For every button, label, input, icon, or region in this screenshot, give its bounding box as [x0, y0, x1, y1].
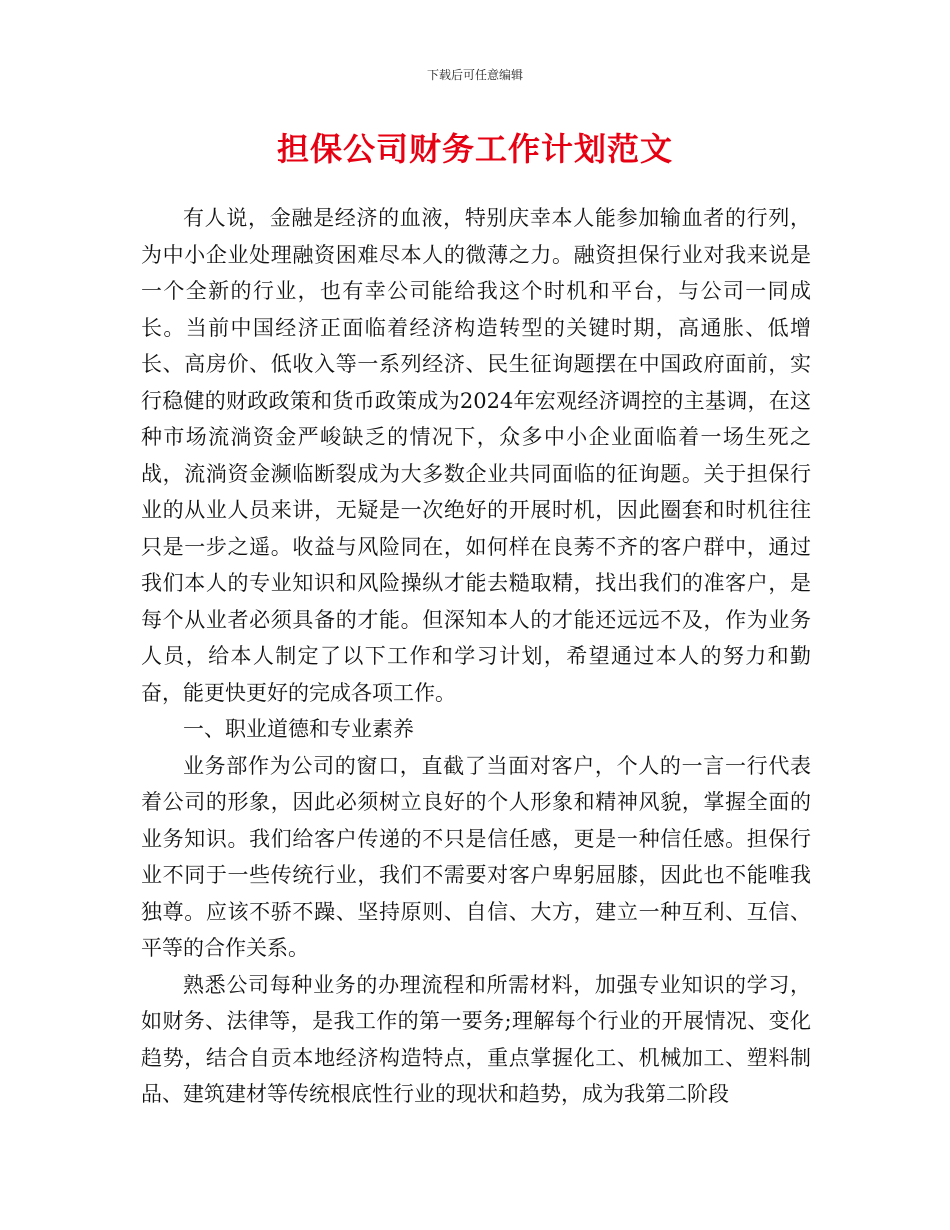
- document-title: 担保公司财务工作计划范文: [276, 130, 673, 168]
- paragraph-ethics: 业务部作为公司的窗口，直截了当面对客户，个人的一言一行代表着公司的形象，因此必须树立良好的个人形象和精神风貌，掌握全面的业务知识。我们给客户传递的不只是信任感，更是一种信任感。担保行业不同于一些传统行业，我们不需要对客户卑躬屈膝，因此也不能唯我独尊。应该不骄不躁、坚持原则、自信、大方，建立一种互利、互信、平等的合作关系。: [141, 753, 811, 960]
- paragraph-intro: 有人说，金融是经济的血液，特别庆幸本人能参加输血者的行列，为中小企业处理融资困难尽本人的微薄之力。融资担保行业对我来说是一个全新的行业，也有幸公司能给我这个时机和平台，与公司一同成长。当前中国经济正面临着经济构造转型的关键时期，高通胀、低增长、高房价、低收入等一系列经济、民生征询题摆在中国政府面前，实行稳健的财政政策和货币政策成为2024年宏观经济调控的主基调，在这种市场流淌资金严峻缺乏的情况下，众多中小企业面临着一场生死之战，流淌资金濒临断裂成为大多数企业共同面临的征询题。关于担保行业的从业人员来讲，无疑是一次绝好的开展时机，因此圈套和时机往往只是一步之遥。收益与风险同在，如何样在良莠不齐的客户群中，通过我们本人的专业知识和风险操纵才能去糙取精，找出我们的准客户，是每个从业者必须具备的才能。但深知本人的才能还远远不及，作为业务人员，给本人制定了以下工作和学习计划，希望通过本人的努力和勤奋，能更快更好的完成各项工作。: [141, 206, 811, 705]
- document-body: [141, 200, 811, 1113]
- section-heading-ethics: 一、职业道德和专业素养: [183, 717, 414, 741]
- paragraph-knowledge: 熟悉公司每种业务的办理流程和所需材料，加强专业知识的学习，如财务、法律等，是我工作的第一要务;理解每个行业的开展情况、变化趋势，结合自贡本地经济构造特点，重点掌握化工、机械加工、塑料制品、建筑建材等传统根底性行业的现状和趋势，成为我第二阶段: [141, 972, 811, 1106]
- header-note: 下载后可任意编辑: [426, 68, 523, 82]
